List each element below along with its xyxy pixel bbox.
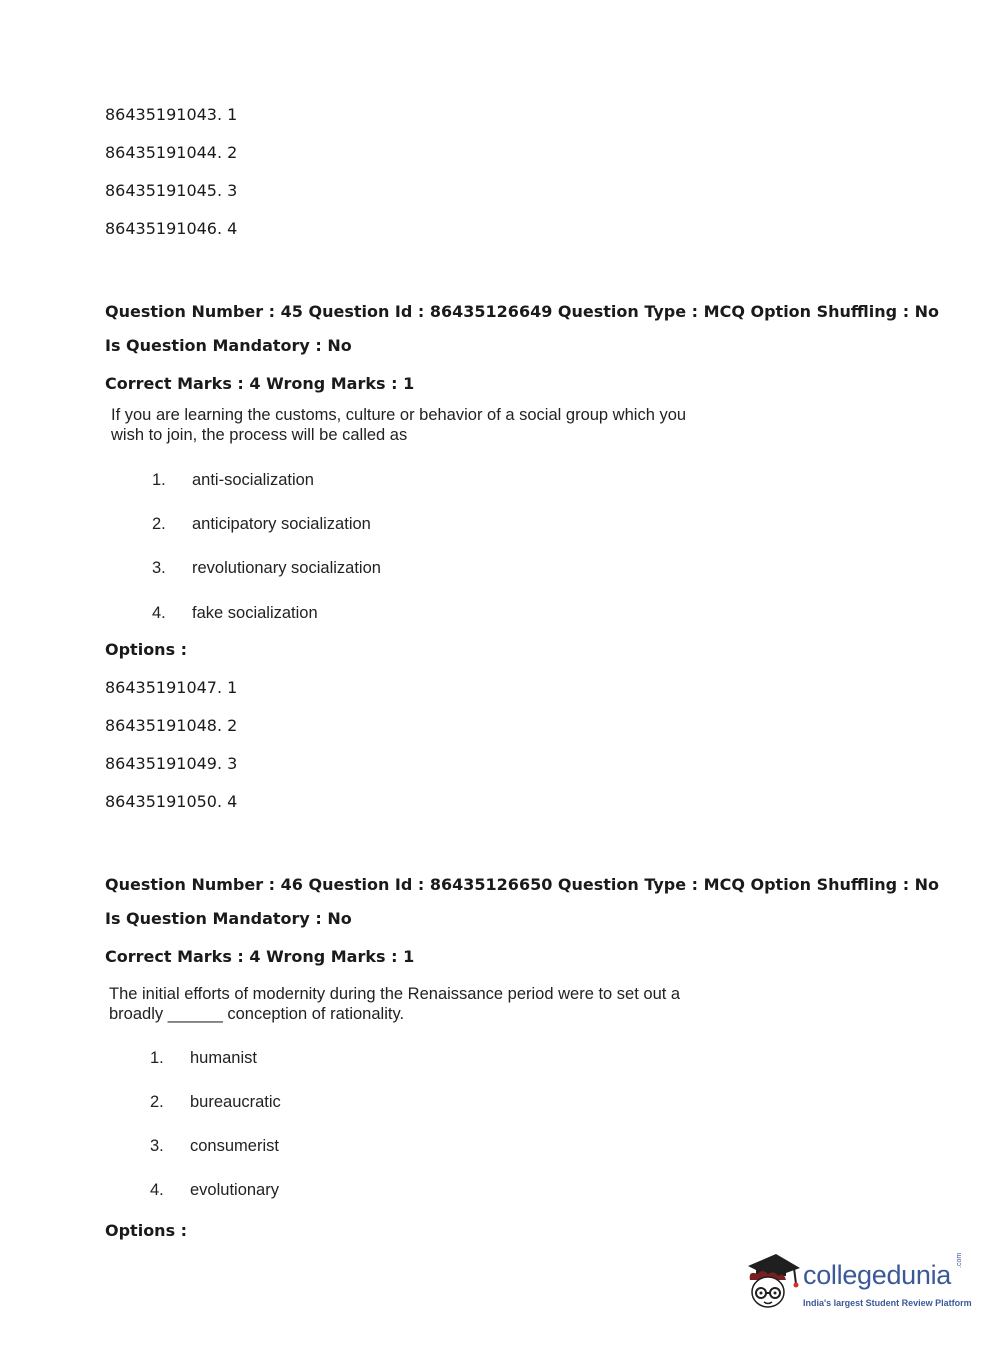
question-text: If you are learning the customs, culture or behavior of a social group which you	[111, 406, 687, 424]
question-marks: Correct Marks : 4 Wrong Marks : 1	[105, 374, 415, 393]
question-text: wish to join, the process will be called as	[111, 426, 408, 444]
option-line: 86435191047. 1	[105, 678, 238, 697]
option-line: 86435191045. 3	[105, 181, 238, 200]
option-line: 86435191046. 4	[105, 219, 238, 238]
choice-text: bureaucratic	[190, 1093, 281, 1111]
option-line: 86435191044. 2	[105, 143, 238, 162]
mascot-icon	[742, 1250, 802, 1318]
choice-item	[150, 1136, 279, 1156]
choice-item	[150, 1048, 257, 1068]
logo-tagline: India's largest Student Review Platform	[803, 1298, 972, 1308]
choice-text: revolutionary socialization	[192, 559, 381, 577]
question-header: Question Number : 45 Question Id : 86435126649 Question Type : MCQ Option Shuffling : No	[105, 302, 940, 321]
logo-wordmark: collegedunia	[803, 1260, 952, 1290]
choice-number: 4.	[150, 1181, 164, 1199]
question-header: Question Number : 46 Question Id : 86435126650 Question Type : MCQ Option Shuffling : No	[105, 875, 940, 894]
option-line: 86435191049. 3	[105, 754, 238, 773]
choice-number: 2.	[152, 515, 166, 533]
choice-number: 3.	[150, 1137, 164, 1155]
option-line: 86435191048. 2	[105, 716, 238, 735]
question-mandatory: Is Question Mandatory : No	[105, 336, 352, 355]
choice-text: consumerist	[190, 1137, 279, 1155]
collegedunia-logo	[742, 1250, 972, 1318]
logo-suffix: .com	[956, 1252, 963, 1268]
options-label: Options :	[105, 1221, 188, 1240]
choice-text: fake socialization	[192, 604, 318, 622]
option-line: 86435191043. 1	[105, 105, 238, 124]
choice-item	[150, 1092, 281, 1112]
choice-number: 2.	[150, 1093, 164, 1111]
choice-item	[152, 603, 318, 623]
options-label: Options :	[105, 640, 188, 659]
choice-item	[152, 558, 381, 578]
choice-item	[152, 470, 314, 490]
choice-text: evolutionary	[190, 1181, 279, 1199]
choice-text: anti-socialization	[192, 471, 314, 489]
option-line: 86435191050. 4	[105, 792, 238, 811]
question-mandatory: Is Question Mandatory : No	[105, 909, 352, 928]
choice-text: anticipatory socialization	[192, 515, 371, 533]
choice-number: 1.	[150, 1049, 164, 1067]
choice-number: 1.	[152, 471, 166, 489]
choice-item	[150, 1180, 279, 1200]
question-text: The initial efforts of modernity during the Renaissance period were to set out a	[109, 985, 681, 1003]
choice-item	[152, 514, 371, 534]
question-marks: Correct Marks : 4 Wrong Marks : 1	[105, 947, 415, 966]
question-text: broadly ______ conception of rationality.	[109, 1005, 405, 1023]
choice-number: 4.	[152, 604, 166, 622]
choice-text: humanist	[190, 1049, 257, 1067]
choice-number: 3.	[152, 559, 166, 577]
